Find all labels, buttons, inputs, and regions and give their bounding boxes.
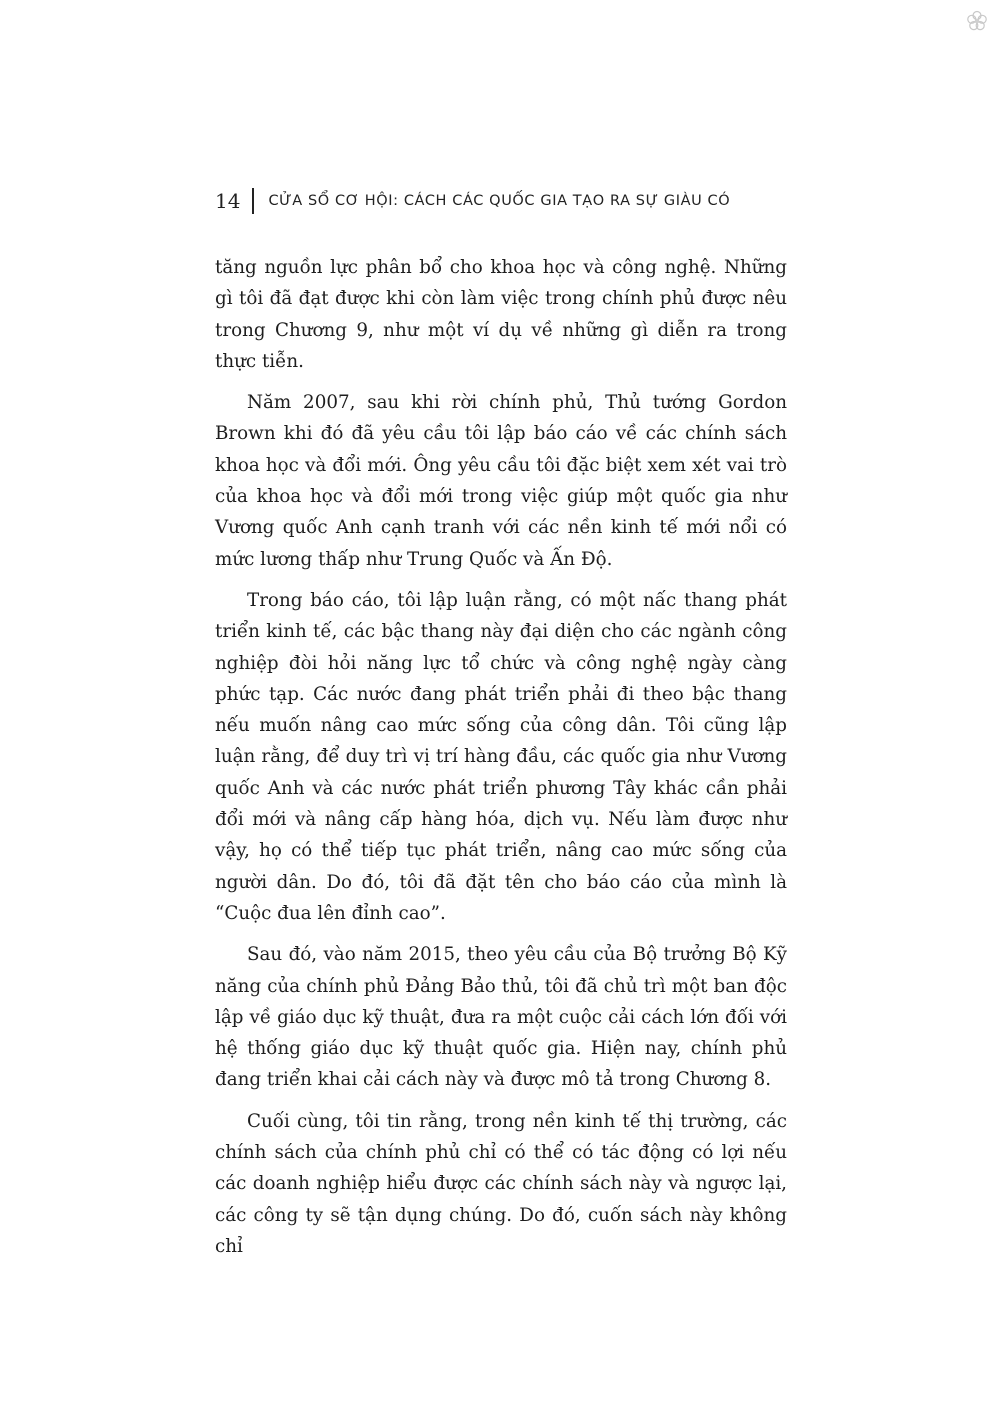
page-number: 14	[215, 189, 241, 213]
body-text	[215, 252, 787, 1272]
flower-watermark-icon	[966, 10, 988, 32]
running-header	[215, 186, 730, 216]
paragraph-1: tăng nguồn lực phân bổ cho khoa học và công nghệ. Những gì tôi đã đạt được khi còn làm việc trong chính phủ được nêu trong Chương 9, như một ví dụ về những gì diễn ra trong thực tiễn.	[215, 257, 787, 372]
header-divider	[252, 188, 254, 214]
paragraph-3: Trong báo cáo, tôi lập luận rằng, có một nấc thang phát triển kinh tế, các bậc thang này đại diện cho các ngành công nghiệp đòi hỏi năng lực tổ chức và công nghệ ngày càng phức tạp. Các nước đang phát triển phải đi theo bậc thang nếu muốn nâng cao mức sống của công dân. Tôi cũng lập luận rằng, để duy trì vị trí hàng đầu, các quốc gia như Vương quốc Anh và các nước phát triển phương Tây khác cần phải đổi mới và nâng cấp hàng hóa, dịch vụ. Nếu làm được như vậy, họ có thể tiếp tục phát triển, nâng cao mức sống của người dân. Do đó, tôi đã đặt tên cho báo cáo của mình là “Cuộc đua lên đỉnh cao”.	[215, 589, 787, 924]
book-title: CỬA SỔ CƠ HỘI: CÁCH CÁC QUỐC GIA TẠO RA SỰ GIÀU CÓ	[268, 193, 731, 209]
paragraph-4: Sau đó, vào năm 2015, theo yêu cầu của Bộ trưởng Bộ Kỹ năng của chính phủ Đảng Bảo thủ, tôi đã chủ trì một ban độc lập về giáo dục kỹ thuật, đưa ra một cuộc cải cách lớn đối với hệ thống giáo dục kỹ thuật quốc gia. Hiện nay, chính phủ đang triển khai cải cách này và được mô tả trong Chương 8.	[215, 944, 787, 1091]
paragraph-2: Năm 2007, sau khi rời chính phủ, Thủ tướng Gordon Brown khi đó đã yêu cầu tôi lập báo cáo về các chính sách khoa học và đổi mới. Ông yêu cầu tôi đặc biệt xem xét vai trò của khoa học và đổi mới trong việc giúp một quốc gia như Vương quốc Anh cạnh tranh với các nền kinh tế mới nổi có mức lương thấp như Trung Quốc và Ấn Độ.	[215, 392, 787, 570]
paragraph-5: Cuối cùng, tôi tin rằng, trong nền kinh tế thị trường, các chính sách của chính phủ chỉ có thể có tác động có lợi nếu các doanh nghiệp hiểu được các chính sách này và ngược lại, các công ty sẽ tận dụng chúng. Do đó, cuốn sách này không chỉ	[215, 1110, 787, 1257]
